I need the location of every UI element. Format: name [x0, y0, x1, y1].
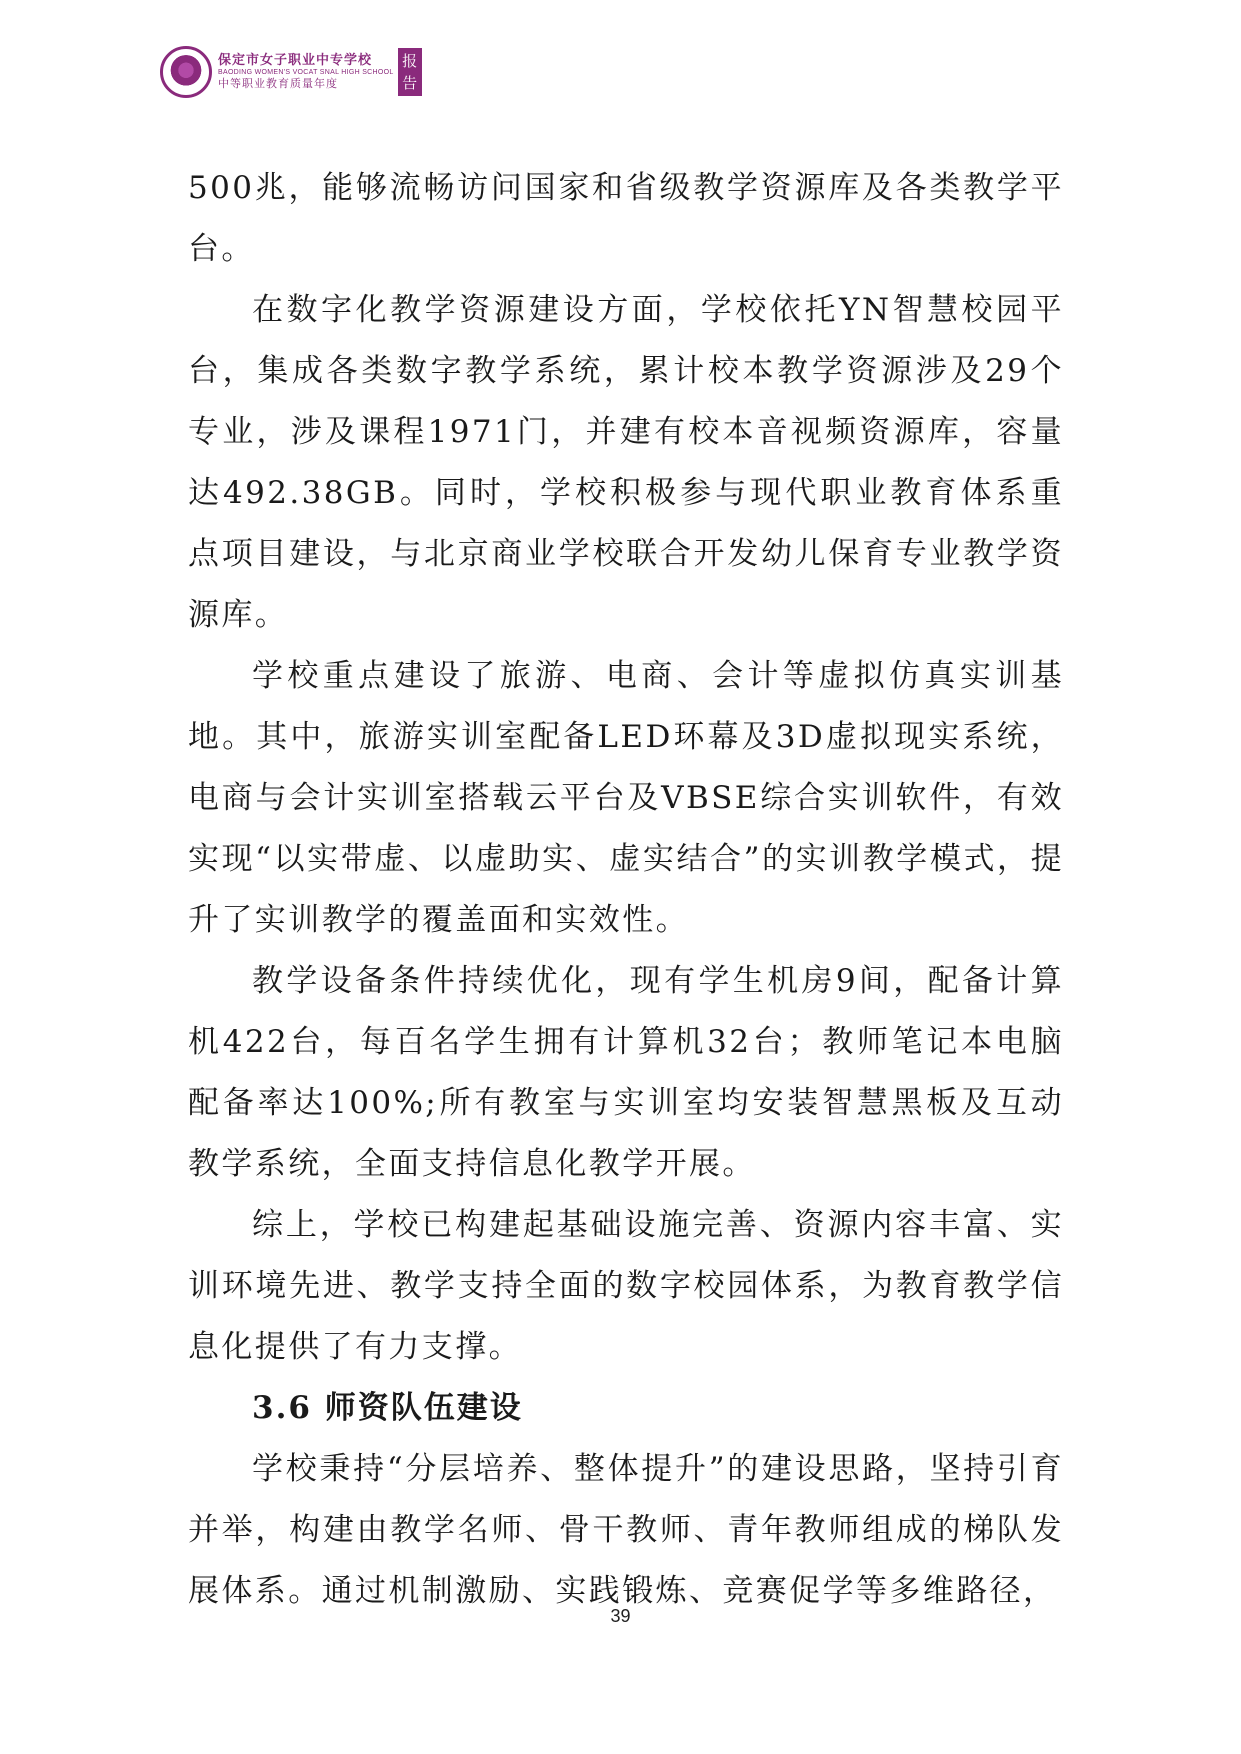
school-name-cn: 保定市女子职业中专学校: [218, 53, 373, 68]
paragraph-faculty: 学校秉持“分层培养、整体提升”的建设思路，坚持引育并举，构建由教学名师、骨干教师、青年教师组成的梯队发展体系。通过机制激励、实践锻炼、竞赛促学等多维路径，: [188, 1451, 1064, 1609]
document-body: [188, 158, 1064, 1622]
report-badge: 报告: [398, 48, 422, 96]
page-number: 39: [610, 1606, 631, 1626]
school-logo-icon: [160, 46, 212, 98]
paragraph-digital-resources: 在数字化教学资源建设方面，学校依托YN智慧校园平台，集成各类数字教学系统，累计校本教学资源涉及29个专业，涉及课程1971门，并建有校本音视频资源库，容量达492.38GB。同时，学校积极参与现代职业教育体系重点项目建设，与北京商业学校联合开发幼儿保育专业教学资源库。: [188, 292, 1064, 633]
school-name-en: BAODING WOMEN'S VOCAT SNAL HIGH SCHOOL: [218, 69, 394, 76]
section-heading: 3.6 师资队伍建设: [252, 1390, 523, 1426]
paragraph-continuation: 500兆，能够流畅访问国家和省级教学资源库及各类教学平台。: [188, 170, 1064, 267]
paragraph-summary: 综上，学校已构建起基础设施完善、资源内容丰富、实训环境先进、教学支持全面的数字校园体系，为教育教学信息化提供了有力支撑。: [188, 1207, 1064, 1365]
report-subtitle: 中等职业教育质量年度: [218, 77, 338, 90]
page-header: [160, 44, 422, 100]
header-text-block: [218, 53, 394, 91]
paragraph-equipment: 教学设备条件持续优化，现有学生机房9间，配备计算机422台，每百名学生拥有计算机32台；教师笔记本电脑配备率达100%;所有教室与实训室均安装智慧黑板及互动教学系统，全面支持信息化教学开展。: [188, 963, 1064, 1182]
paragraph-virtual-training: 学校重点建设了旅游、电商、会计等虚拟仿真实训基地。其中，旅游实训室配备LED环幕及3D虚拟现实系统，电商与会计实训室搭载云平台及VBSE综合实训软件，有效实现“以实带虚、以虚助实、虚实结合”的实训教学模式，提升了实训教学的覆盖面和实效性。: [188, 658, 1064, 938]
